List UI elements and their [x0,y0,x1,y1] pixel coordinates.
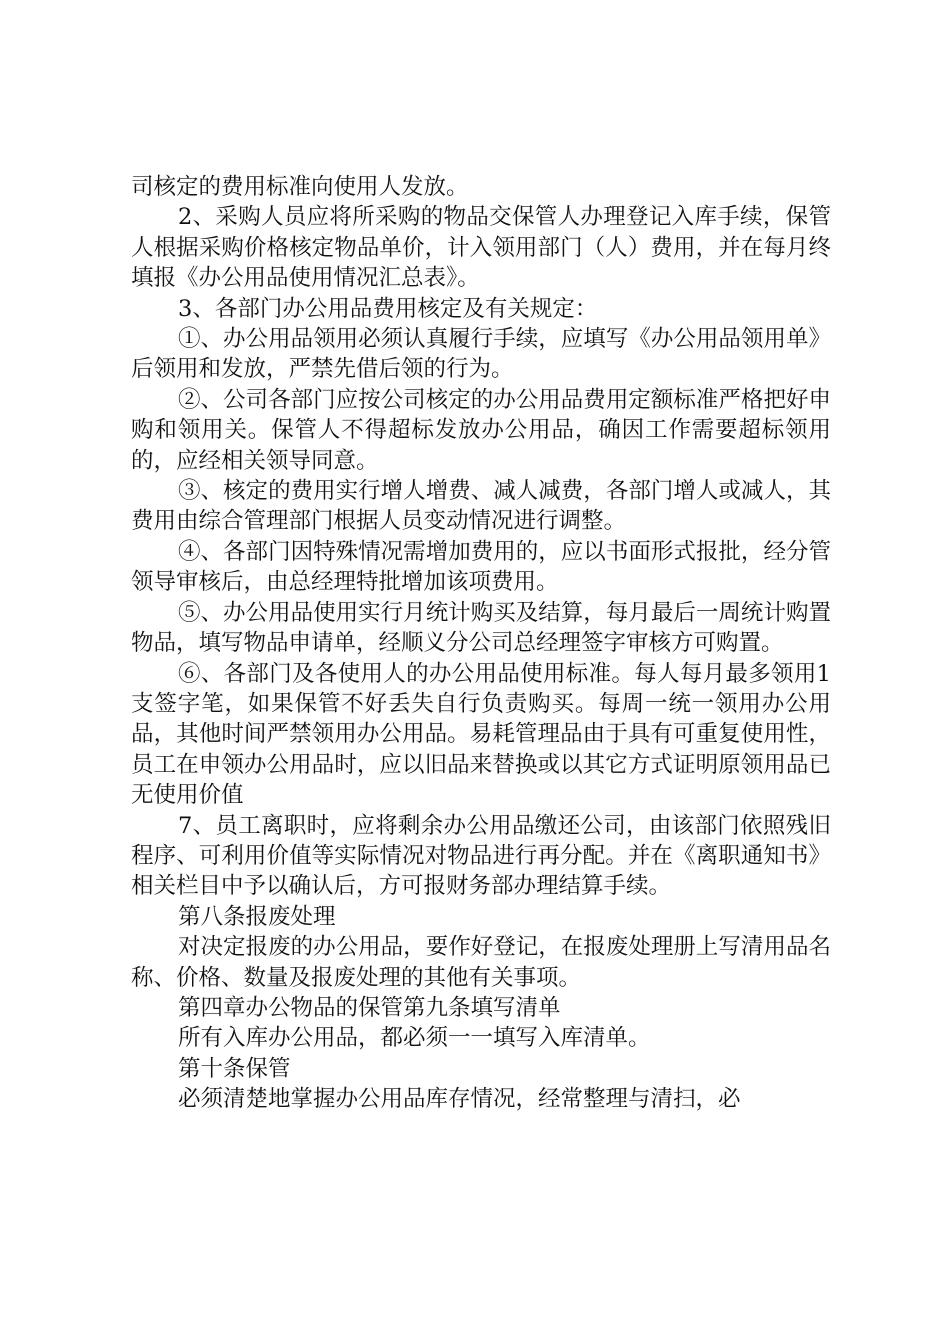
document-body [131,172,831,1115]
paragraph-subitem-6: ⑥、各部门及各使用人的办公用品使用标准。每人每月最多领用1支签字笔，如果保管不好丢失自行负责购买。每周一统一领用办公用品，其他时间严禁领用办公用品。易耗管理品由于具有可重复使用性，员工在申领办公用品时，应以旧品来替换或以其它方式证明原领用品已无使用价值 [131,660,831,809]
article-8-body: 对决定报废的办公用品，要作好登记，在报废处理册上写清用品名称、价格、数量及报废处理的其他有关事项。 [131,934,831,991]
article-8-heading: 第八条报废处理 [178,903,336,930]
paragraph-item-2: 2、采购人员应将所采购的物品交保管人办理登记入库手续，保管人根据采购价格核定物品单价，计入领用部门（人）费用，并在每月终填报《办公用品使用情况汇总表》。 [131,204,831,292]
paragraph-subitem-4: ④、各部门因特殊情况需增加费用的，应以书面形式报批，经分管领导审核后，由总经理特批增加该项费用。 [131,538,831,596]
paragraph-item-3: 3、各部门办公用品费用核定及有关规定： [178,295,598,322]
chapter-4-article-9-heading: 第四章办公物品的保管第九条填写清单 [178,994,561,1021]
paragraph-subitem-5: ⑤、办公用品使用实行月统计购买及结算，每月最后一周统计购置物品，填写物品申请单，经顺义分公司总经理签字审核方可购置。 [131,599,831,657]
paragraph-item-7: 7、员工离职时，应将剩余办公用品缴还公司，由该部门依照残旧程序、可利用价值等实际情况对物品进行再分配。并在《离职通知书》相关栏目中予以确认后，方可报财务部办理结算手续。 [131,812,831,900]
paragraph-continuation: 司核定的费用标准向使用人发放。 [131,174,469,200]
article-10-body: 必须清楚地掌握办公用品库存情况，经常整理与清扫，必 [178,1086,741,1113]
paragraph-subitem-1: ①、办公用品领用必须认真履行手续，应填写《办公用品领用单》后领用和发放，严禁先借后领的行为。 [131,326,831,383]
article-9-body: 所有入库办公用品，都必须一一填写入库清单。 [178,1025,651,1052]
paragraph-subitem-3: ③、核定的费用实行增人增费、减人减费，各部门增人或减人，其费用由综合管理部门根据人员变动情况进行调整。 [131,478,831,535]
article-10-heading: 第十条保管 [178,1055,291,1082]
paragraph-subitem-2: ②、公司各部门应按公司核定的办公用品费用定额标准严格把好申购和领用关。保管人不得超标发放办公用品，确因工作需要超标领用的，应经相关领导同意。 [131,386,831,474]
